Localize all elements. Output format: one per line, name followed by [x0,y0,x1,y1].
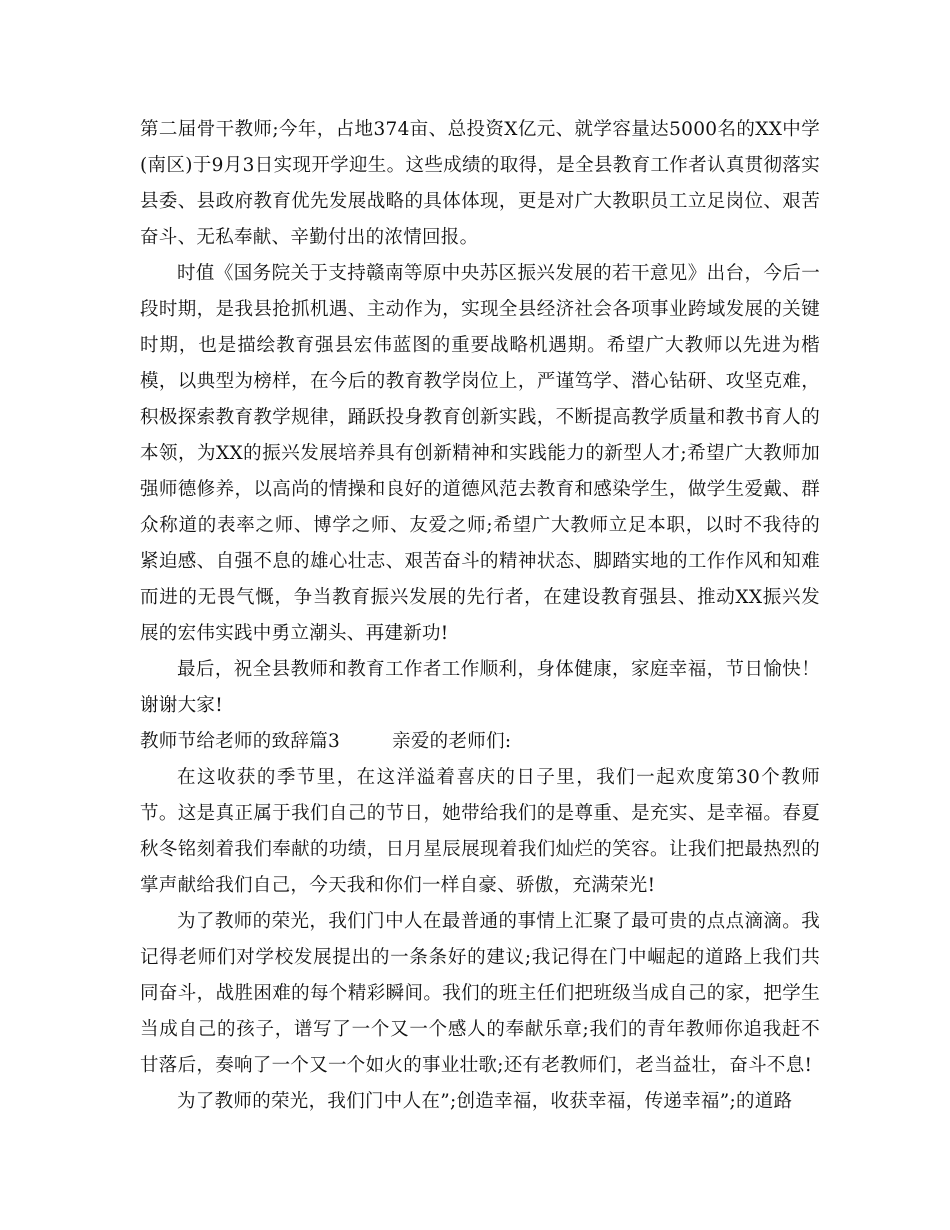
document-body [140,112,820,1120]
section-paragraph-1: 在这收获的季节里，在这洋溢着喜庆的日子里，我们一起欢度第30个教师节。这是真正属于我们自己的节日，她带给我们的是尊重、是充实、是幸福。春夏秋冬铭刻着我们奉献的功绩，日月星辰展现着我们灿烂的笑容。让我们把最热烈的掌声献给我们自己，今天我和你们一样自豪、骄傲，充满荣光! [140,767,820,896]
paragraph-1: 第二届骨干教师;今年，占地374亩、总投资X亿元、就学容量达5000名的XX中学(南区)于9月3日实现开学迎生。这些成绩的取得，是全县教育工作者认真贯彻落实县委、县政府教育优先发展战略的具体体现，更是对广大教职员工立足岗位、艰苦奋斗、无私奉献、辛勤付出的浓情回报。 [140,119,820,248]
section-heading-line [140,724,820,760]
section-title: 教师节给老师的致辞篇3 [140,731,341,752]
paragraph-2: 时值《国务院关于支持赣南等原中央苏区振兴发展的若干意见》出台，今后一段时期，是我县抢抓机遇、主动作为，实现全县经济社会各项事业跨域发展的关键时期，也是描绘教育强县宏伟蓝图的重要战略机遇期。希望广大教师以先进为楷模，以典型为榜样，在今后的教育教学岗位上，严谨笃学、潜心钻研、攻坚克难，积极探索教育教学规律，踊跃投身教育创新实践，不断提高教学质量和教书育人的本领，为XX的振兴发展培养具有创新精神和实践能力的新型人才;希望广大教师加强师德修养，以高尚的情操和良好的道德风范去教育和感染学生，做学生爱戴、群众称道的表率之师、博学之师、友爱之师;希望广大教师立足本职，以时不我待的紧迫感、自强不息的雄心壮志、艰苦奋斗的精神状态、脚踏实地的工作作风和知难而进的无畏气慨，争当教育振兴发展的先行者，在建设教育强县、推动XX振兴发展的宏伟实践中勇立潮头、再建新功! [140,263,820,644]
section-paragraph-2: 为了教师的荣光，我们门中人在最普通的事情上汇聚了最可贵的点点滴滴。我记得老师们对学校发展提出的一条条好的建议;我记得在门中崛起的道路上我们共同奋斗，战胜困难的每个精彩瞬间。我们的班主任们把班级当成自己的家，把学生当成自己的孩子，谱写了一个又一个感人的奉献乐章;我们的青年教师你追我赶不甘落后，奏响了一个又一个如火的事业壮歌;还有老教师们，老当益壮，奋斗不息! [140,911,820,1076]
section-paragraph-3: 为了教师的荣光，我们门中人在”;创造幸福，收获幸福，传递幸福”;的道路 [177,1091,793,1112]
salutation: 亲爱的老师们: [392,731,512,752]
paragraph-3: 最后，祝全县教师和教育工作者工作顺利，身体健康，家庭幸福，节日愉快！谢谢大家! [140,659,820,716]
